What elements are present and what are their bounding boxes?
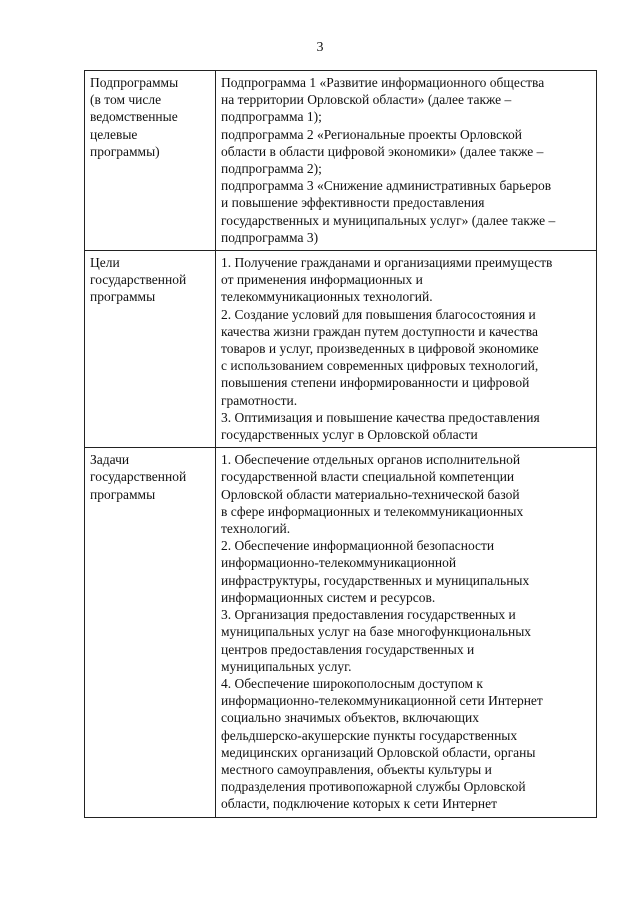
content-line: государственных услуг в Орловской области [221,427,478,443]
content-line: медицинских организаций Орловской области, органы [221,744,536,760]
label-line: Подпрограммы [90,75,179,90]
content-line: 1. Обеспечение отдельных органов исполнительной [221,452,521,468]
content-line: подпрограмма 2 «Региональные проекты Орловской [221,126,522,142]
content-line: в сфере информационных и телекоммуникационных [221,503,524,519]
content-line: технологий. [221,521,291,537]
content-line: области в области цифровой экономики» (далее также – [221,143,544,159]
content-line: государственной власти специальной компетенции [221,469,515,485]
content-line: муниципальных услуг. [221,658,352,674]
program-passport-table [84,70,597,818]
content-line: местного самоуправления, объекты культуры и [221,761,492,777]
label-line: государственной [90,469,187,485]
label-line: Задачи [90,452,130,468]
content-line: социально значимых объектов, включающих [221,710,480,726]
content-line: подпрограмма 3 «Снижение административных барьеров [221,178,552,194]
label-line: Цели [90,255,120,271]
content-line: фельдшерско-акушерские пункты государственных [221,727,518,743]
row-content-tasks [216,448,597,817]
label-line: программы [90,486,156,502]
content-line: качества жизни граждан путем доступности и качества [221,323,538,339]
content-line: 2. Создание условий для повышения благосостояния и [221,306,536,322]
content-line: центров предоставления государственных и [221,641,475,657]
content-line: государственных и муниципальных услуг» (далее также – [221,212,556,228]
content-line: повышения степени информированности и цифровой [221,375,530,391]
page-number: 3 [316,40,324,55]
content-line: Подпрограмма 1 «Развитие информационного общества [221,75,545,90]
content-line: от применения информационных и [221,272,423,288]
content-line: подпрограмма 1); [221,109,322,125]
content-line: товаров и услуг, произведенных в цифровой экономике [221,341,539,357]
table-row-tasks [85,448,597,817]
row-label-subprograms [85,71,216,251]
row-label-tasks [85,448,216,817]
content-line: 3. Оптимизация и повышение качества предоставления [221,409,540,425]
content-line: и повышение эффективности предоставления [221,195,485,211]
content-line: подпрограмма 2); [221,161,322,177]
label-line: (в том числе [90,92,162,108]
content-line: с использованием современных цифровых технологий, [221,358,539,374]
content-line: инфраструктуры, государственных и муниципальных [221,572,530,588]
label-line: государственной [90,272,187,288]
content-line: 1. Получение гражданами и организациями преимуществ [221,255,553,271]
content-line: телекоммуникационных технологий. [221,289,433,305]
content-line: 4. Обеспечение широкополосным доступом к [221,675,483,691]
table-row-subprograms [85,71,597,251]
label-line: ведомственные [90,109,178,125]
content-line: информационно-телекоммуникационной [221,555,457,571]
content-line: грамотности. [221,392,298,408]
content-line: на территории Орловской области» (далее также – [221,92,512,108]
label-line: программы [90,289,156,305]
content-line: подразделения противопожарной службы Орловской [221,779,526,795]
row-content-goals [216,251,597,448]
table-row-goals [85,251,597,448]
content-line: информационно-телекоммуникационной сети Интернет [221,693,543,709]
content-line: 2. Обеспечение информационной безопасности [221,538,495,554]
content-line: области, подключение которых к сети Интернет [221,796,497,812]
content-line: муниципальных услуг на базе многофункциональных [221,624,532,640]
content-line: информационных систем и ресурсов. [221,589,436,605]
content-line: 3. Организация предоставления государственных и [221,607,516,623]
row-label-goals [85,251,216,448]
label-line: целевые [90,126,138,142]
label-line: программы) [90,143,160,159]
content-line: Орловской области материально-технической базой [221,486,520,502]
content-line: подпрограмма 3) [221,229,319,245]
row-content-subprograms [216,71,597,251]
